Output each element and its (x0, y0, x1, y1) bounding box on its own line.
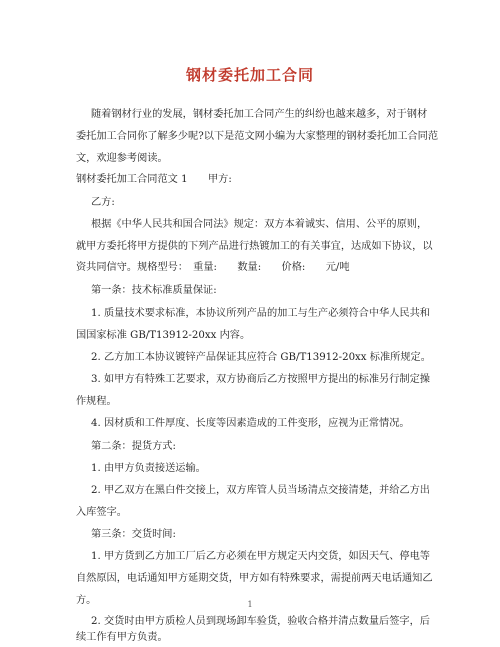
page-number: 1 (247, 600, 253, 609)
paragraph-line: 2. 甲乙双方在黑白件交接上，双方库管人员当场清点交接清楚，并给乙方出 (91, 485, 430, 496)
document-title: 钢材委托加工合同 (185, 66, 314, 84)
paragraph-line: 方。 (76, 595, 97, 606)
paragraph-line: 作规程。 (76, 396, 117, 407)
paragraph-line: 4. 因材质和工件厚度、长度等因素造成的工件变形，应视为正常情况。 (91, 418, 410, 429)
paragraph-line: 1. 质量技术要求标准，本协议所列产品的加工与生产必须符合中华人民共和 (91, 308, 430, 319)
paragraph-line: 乙方: (91, 197, 115, 208)
paragraph-line: 钢材委托加工合同范文 1 甲方: (76, 174, 232, 185)
section-heading: 第三条：交货时间: (91, 529, 176, 540)
paragraph-line: 文，欢迎参考阅读。 (76, 153, 168, 164)
paragraph-line: 就甲方委托将甲方提供的下列产品进行热镀加工的有关事宜，达成如下协议，以 (76, 241, 433, 252)
paragraph-line: 2. 乙方加工本协议镀锌产品保证其应符合 GB/T13912-20xx 标准所规定。 (91, 352, 431, 363)
paragraph-line: 随着钢材行业的发展，钢材委托加工合同产生的纠纷也越来越多，对于钢材 (91, 109, 428, 120)
paragraph-line: 1. 由甲方负责接送运输。 (91, 463, 206, 474)
paragraph-line: 根据《中华人民共和国合同法》规定：双方本着诚实、信用、公平的原则， (91, 219, 428, 230)
paragraph-line: 3. 如甲方有特殊工艺要求，双方协商后乙方按照甲方提出的标准另行制定操 (91, 374, 430, 385)
paragraph-line: 自然原因，电话通知甲方延期交货，甲方如有特殊要求，需提前两天电话通知乙 (76, 573, 433, 584)
paragraph-line: 资共同信守。规格型号： 重量: 数量: 价格: 元/吨 (76, 262, 350, 273)
section-heading: 第二条：提货方式: (91, 441, 176, 452)
paragraph-line: 委托加工合同你了解多少呢?以下是范文网小编为大家整理的钢材委托加工合同范 (76, 131, 439, 142)
section-heading: 第一条：技术标准质量保证: (91, 285, 217, 296)
paragraph-line: 入库签字。 (76, 507, 127, 518)
paragraph-line: 2. 交货时由甲方质检人员到现场卸车验货，验收合格并清点数量后签字，后 (91, 616, 430, 627)
paragraph-line: 国国家标准 GB/T13912-20xx 内容。 (76, 330, 251, 341)
paragraph-line: 1. 甲方货到乙方加工厂后乙方必须在甲方规定天内交货，如因天气、停电等 (91, 551, 430, 562)
paragraph-line: 续工作有甲方负责。 (76, 632, 168, 643)
